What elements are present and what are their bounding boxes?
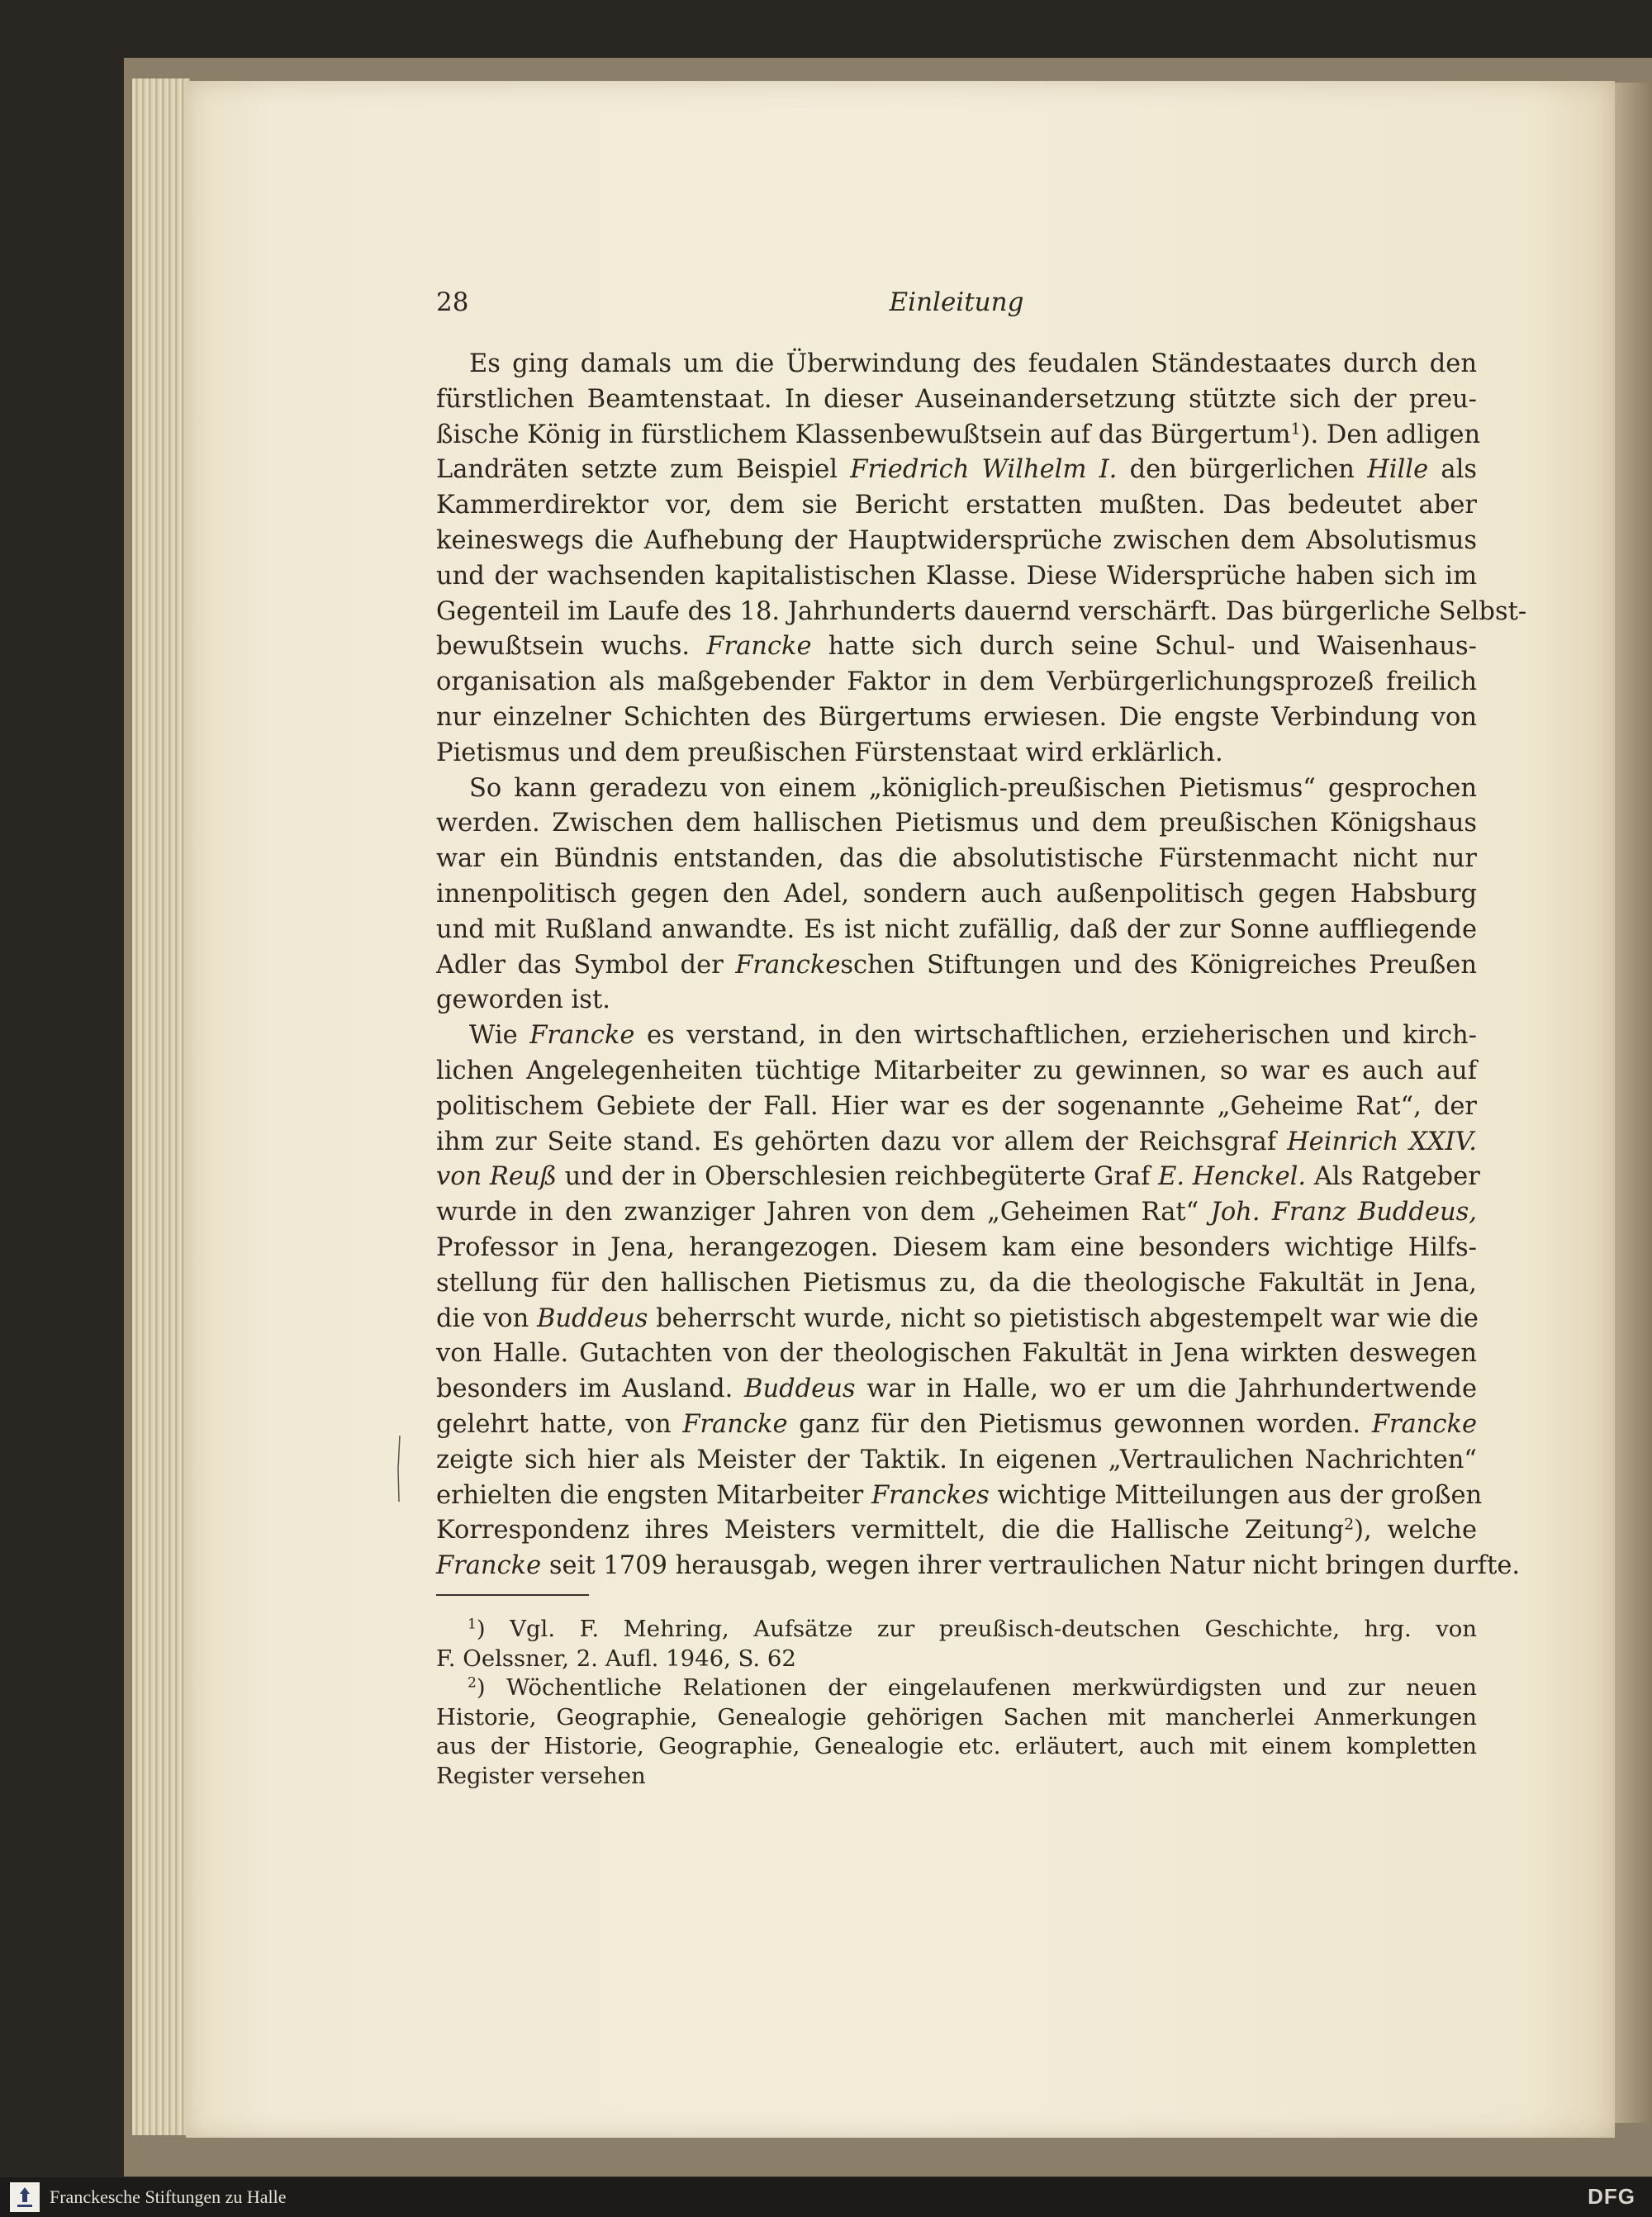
text-segment: innenpolitisch gegen den Adel, sondern auch außenpolitisch gegen Habsburg: [436, 879, 1477, 909]
text-segment: ) Wöchentliche Relationen der eingelaufenen merkwürdigsten und zur neuen: [476, 1674, 1477, 1701]
text-segment: politischem Gebiete der Fall. Hier war es der sogenannte „Geheime Rat“, der: [436, 1091, 1477, 1121]
text-segment: So kann geradezu von einem „königlich-preußischen Pietismus“ gesprochen: [469, 773, 1477, 803]
text-line: [436, 1266, 1477, 1302]
italic-name: E. Henckel.: [1158, 1162, 1307, 1192]
text-segment: seit 1709 herausgab, wegen ihrer vertraulichen Natur nicht bringen durfte.: [541, 1551, 1521, 1581]
text-segment: F. Oelssner, 2. Aufl. 1946, S. 62: [436, 1645, 796, 1672]
text-segment: und der wachsenden kapitalistischen Klasse. Diese Widersprüche haben sich im: [436, 561, 1477, 591]
text-line: [436, 1703, 1477, 1733]
text-segment: und der in Oberschlesien reichbegüterte Graf: [556, 1162, 1159, 1192]
text-line: [436, 1762, 1477, 1792]
text-line: [436, 418, 1481, 453]
footnote-marker: 2: [468, 1674, 477, 1692]
paragraph: [436, 347, 1527, 771]
text-line: [436, 771, 1477, 807]
text-segment: schen Stiftungen und des Königreiches Preußen: [840, 950, 1477, 980]
text-line: [436, 1195, 1477, 1231]
text-line: [436, 524, 1477, 559]
text-segment: stellung für den hallischen Pietismus zu, da die theologische Fakultät in Jena,: [436, 1268, 1477, 1298]
paragraph: [436, 771, 1477, 1019]
text-line: [436, 736, 1477, 771]
library-logo-icon: [10, 2182, 40, 2212]
italic-name: Heinrich XXIV.: [1287, 1127, 1477, 1156]
text-segment: ) Vgl. F. Mehring, Aufsätze zur preußisch-deutschen Geschichte, hrg. von: [476, 1616, 1477, 1642]
body-text: [436, 347, 1527, 1584]
text-segment: zeigte sich hier als Meister der Taktik. In eigenen „Vertraulichen Nachrichten“: [436, 1445, 1477, 1474]
text-line: [436, 1372, 1477, 1408]
text-segment: ). Den adligen: [1300, 420, 1481, 449]
italic-name: Buddeus: [744, 1374, 856, 1404]
text-line: [436, 913, 1477, 948]
text-segment: Register versehen: [436, 1762, 646, 1789]
text-segment: Professor in Jena, herangezogen. Diesem kam eine besonders wichtige Hilfs-: [436, 1232, 1477, 1262]
italic-name: Francke: [436, 1551, 542, 1581]
page-number: 28: [436, 287, 469, 317]
page-header: [436, 287, 1477, 324]
text-segment: beherrscht wurde, nicht so pietistisch abgestempelt war wie die: [648, 1303, 1479, 1333]
viewer-footer: [0, 2177, 1652, 2217]
text-line: [436, 1125, 1477, 1161]
text-segment: als: [1428, 455, 1477, 485]
footnotes: [436, 1615, 1477, 1791]
text-line: [436, 1302, 1477, 1337]
italic-name: Francke: [735, 950, 841, 980]
italic-name: Franckes: [871, 1480, 990, 1510]
italic-name: Joh. Franz Buddeus,: [1210, 1198, 1477, 1227]
text-segment: ganz für den Pietismus gewonnen worden.: [787, 1409, 1372, 1439]
text-segment: Adler das Symbol der: [436, 950, 736, 980]
library-name: Franckesche Stiftungen zu Halle: [50, 2186, 287, 2207]
dfg-logo: DFG: [1588, 2184, 1635, 2209]
text-segment: erhielten die engsten Mitarbeiter: [436, 1480, 871, 1510]
italic-name: von Reuß: [436, 1162, 557, 1192]
text-segment: wichtige Mitteilungen aus der großen: [989, 1480, 1483, 1510]
text-line: [436, 806, 1477, 842]
italic-name: Francke: [682, 1409, 788, 1439]
text-segment: gelehrt hatte, von: [436, 1409, 683, 1439]
text-segment: ihm zur Seite stand. Es gehörten dazu vor allem der Reichsgraf: [436, 1127, 1288, 1156]
text-segment: fürstlichen Beamtenstaat. In dieser Auseinandersetzung stützte sich der preu-: [436, 384, 1477, 414]
text-segment: Es ging damals um die Überwindung des feudalen Ständestaates durch den: [469, 349, 1477, 378]
text-line: [436, 1408, 1477, 1443]
text-segment: organisation als maßgebender Faktor in dem Verbürgerlichungsprozeß freilich: [436, 667, 1477, 697]
running-head: Einleitung: [889, 287, 1024, 317]
text-line: [436, 842, 1477, 877]
text-segment: und mit Rußland anwandte. Es ist nicht zufällig, daß der zur Sonne auffliegende: [436, 914, 1477, 944]
text-segment: bewußtsein wuchs.: [436, 632, 707, 662]
text-line: [436, 1443, 1477, 1479]
text-segment: besonders im Ausland.: [436, 1374, 745, 1404]
text-line: [436, 453, 1477, 488]
footnote-marker: 2: [1344, 1515, 1355, 1534]
text-segment: es verstand, in den wirtschaftlichen, erzieherischen und kirch-: [634, 1021, 1477, 1051]
text-line: [436, 347, 1477, 382]
text-segment: ), welche: [1354, 1516, 1478, 1545]
footnote-marker: 1: [468, 1616, 477, 1633]
text-segment: Als Ratgeber: [1306, 1162, 1480, 1192]
italic-name: Francke: [1371, 1409, 1477, 1439]
text-line: [436, 1513, 1477, 1549]
text-line: [436, 1479, 1483, 1514]
italic-name: Francke: [706, 632, 812, 662]
text-line: [436, 1160, 1480, 1195]
text-line: [436, 595, 1527, 630]
italic-name: Buddeus: [536, 1303, 648, 1333]
text-segment: Gegenteil im Laufe des 18. Jahrhunderts dauernd verschärft. Das bürgerliche Selbst-: [436, 596, 1527, 626]
footnote: [436, 1615, 1477, 1673]
text-line: [436, 1673, 1477, 1703]
text-line: [436, 1018, 1477, 1054]
text-line: [436, 877, 1477, 913]
text-segment: Korrespondenz ihres Meisters vermittelt, die die Hallische Zeitung: [436, 1516, 1345, 1545]
text-segment: hatte sich durch seine Schul- und Waisenhaus-: [811, 632, 1477, 662]
text-segment: Kammerdirektor vor, dem sie Bericht erstatten mußten. Das bedeutet aber: [436, 491, 1477, 520]
text-line: [436, 382, 1477, 418]
footnote-rule: [436, 1594, 589, 1596]
italic-name: Hille: [1367, 455, 1429, 485]
text-segment: nur einzelner Schichten des Bürgertums erwiesen. Die engste Verbindung von: [436, 702, 1477, 732]
text-line: [436, 488, 1477, 524]
text-segment: Landräten setzte zum Beispiel: [436, 455, 851, 485]
text-segment: Historie, Geographie, Genealogie gehörigen Sachen mit mancherlei Anmerkungen: [436, 1703, 1477, 1730]
text-line: [436, 1645, 1477, 1674]
italic-name: Friedrich Wilhelm I.: [850, 455, 1118, 485]
text-segment: lichen Angelegenheiten tüchtige Mitarbeiter zu gewinnen, so war es auch auf: [436, 1056, 1477, 1085]
italic-name: Francke: [529, 1021, 635, 1051]
text-segment: geworden ist.: [436, 985, 610, 1015]
text-line: [436, 665, 1477, 700]
text-line: [436, 1090, 1477, 1125]
paragraph: [436, 1018, 1521, 1584]
text-segment: Wie: [469, 1021, 530, 1051]
text-segment: Pietismus und dem preußischen Fürstenstaat wird erklärlich.: [436, 738, 1223, 767]
page-edges: [132, 78, 190, 2135]
text-line: [436, 1231, 1477, 1266]
footnote: [436, 1673, 1477, 1791]
text-line: [436, 700, 1477, 736]
text-line: [436, 559, 1477, 595]
text-line: [436, 1615, 1477, 1645]
text-segment: keineswegs die Aufhebung der Hauptwidersprüche zwischen dem Absolutismus: [436, 525, 1477, 555]
footnote-marker: 1: [1290, 420, 1301, 439]
pencil-mark: [396, 1436, 401, 1502]
text-line: [436, 1336, 1477, 1372]
text-line: [436, 1732, 1477, 1762]
text-segment: von Halle. Gutachten von der theologischen Fakultät in Jena wirkten deswegen: [436, 1339, 1477, 1369]
text-segment: den bürgerlichen: [1117, 455, 1368, 485]
text-segment: die von: [436, 1303, 537, 1333]
text-line: [436, 1054, 1477, 1090]
text-segment: war ein Bündnis entstanden, das die absolutistische Fürstenmacht nicht nur: [436, 844, 1477, 874]
text-segment: ßische König in fürstlichem Klassenbewußtsein auf das Bürgertum: [436, 420, 1291, 449]
text-segment: war in Halle, wo er um die Jahrhundertwende: [855, 1374, 1478, 1404]
text-line: [436, 948, 1477, 984]
text-segment: werden. Zwischen dem hallischen Pietismus und dem preußischen Königshaus: [436, 809, 1477, 838]
text-segment: wurde in den zwanziger Jahren von dem „Geheimen Rat“: [436, 1198, 1211, 1227]
text-segment: aus der Historie, Geographie, Genealogie etc. erläutert, auch mit einem kompletten: [436, 1733, 1477, 1759]
text-line: [436, 983, 1477, 1018]
book-back-edge: [1615, 83, 1652, 2123]
text-line: [436, 1549, 1521, 1584]
text-line: [436, 629, 1477, 665]
